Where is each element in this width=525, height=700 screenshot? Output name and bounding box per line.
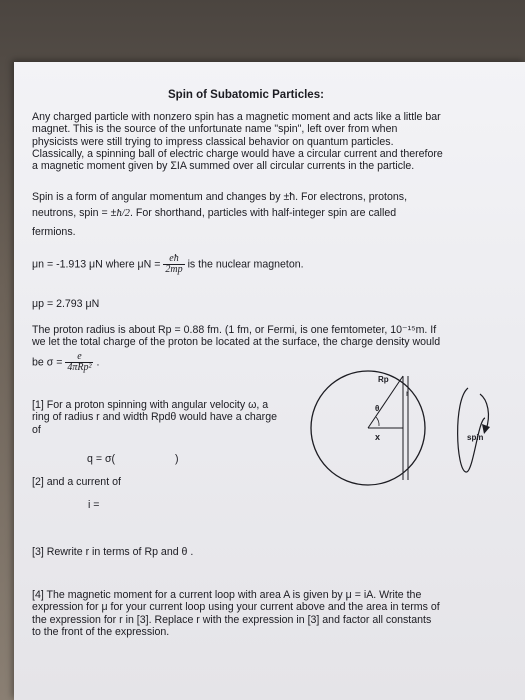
- q1-answer-line: [32, 453, 312, 465]
- q4-line: the expression for r in [3]. Replace r with the expression in [3] and factor all constants: [32, 613, 432, 626]
- q1-answer-prefix: q = σ(: [87, 452, 116, 465]
- theta-arc: [376, 417, 379, 426]
- spin-label: spin: [467, 433, 484, 442]
- q4-line: [4] The magnetic moment for a current loop with area A is given by μ = iA. Write the: [32, 589, 422, 601]
- spin-line: fermions.: [32, 225, 76, 238]
- worksheet-page: [14, 62, 525, 700]
- nuclear-magneton-line: [32, 254, 504, 275]
- q1-line: of: [32, 423, 41, 436]
- q2-line: [2] and a current of: [32, 476, 121, 488]
- radius-line: The proton radius is about Rp = 0.88 fm. (1 fm, or Fermi, is one femtometer, 10⁻¹⁵m. If: [32, 324, 437, 336]
- magneton-suffix: is the nuclear magneton.: [187, 258, 304, 271]
- charge-density-fraction: [65, 352, 93, 373]
- spin-paragraph: [32, 191, 504, 238]
- intro-line: Any charged particle with nonzero spin has a magnetic moment and acts like a little bar: [32, 111, 441, 123]
- intro-line: magnet. This is the source of the unfortunate name "spin", left over from when: [32, 123, 398, 136]
- fraction-denominator: 2mp: [165, 264, 183, 275]
- sigma-period: .: [96, 355, 100, 368]
- mu-n-text: μn = -1.913 μN where μN =: [32, 258, 161, 271]
- intro-line: a magnetic moment given by ΣIA summed over all circular currents in the particle.: [32, 160, 415, 173]
- spin-line: Spin is a form of angular momentum and changes by ±ħ. For electrons, protons,: [32, 191, 408, 203]
- page-title: Spin of Subatomic Particles:: [168, 89, 324, 101]
- q2-answer-line[interactable]: i =: [88, 499, 100, 512]
- hbar-half: ħ/2: [116, 208, 130, 220]
- q1-line: ring of radius r and width Rpdθ would have a charge: [32, 411, 277, 424]
- question-4: [32, 589, 504, 638]
- sigma-text: be σ =: [32, 355, 63, 368]
- spin-curve: [458, 388, 485, 472]
- proton-ring-diagram: [308, 360, 518, 495]
- fraction-numerator: eħ: [163, 254, 184, 265]
- q4-line: expression for μ for your current loop using your current above and the area in terms of: [32, 601, 440, 614]
- question-2: [32, 476, 312, 512]
- question-3: [3] Rewrite r in terms of Rp and θ .: [32, 546, 194, 558]
- magneton-fraction: [163, 254, 184, 275]
- q4-line: to the front of the expression.: [32, 625, 170, 638]
- fraction-denominator: 4πRp²: [67, 361, 92, 373]
- intro-line: physicists were still trying to impress classical behavior on quantum particles.: [32, 135, 394, 148]
- spin-text: . For shorthand, particles with half-integer spin are called: [129, 207, 397, 220]
- fraction-numerator: e: [65, 352, 93, 363]
- center-x-mark: x: [375, 432, 381, 442]
- spin-line: [32, 207, 504, 220]
- rp-label: Rp: [378, 375, 389, 384]
- intro-line: Classically, a spinning ball of electric charge would have a circular current and therefore: [32, 147, 443, 160]
- mu-p-line: μp = 2.793 μN: [32, 298, 100, 310]
- q1-answer-suffix: ): [175, 452, 179, 465]
- intro-paragraph: [32, 111, 504, 172]
- r-label: r: [406, 389, 409, 398]
- question-1: [32, 399, 312, 465]
- theta-label: θ: [375, 404, 380, 413]
- spin-text: neutrons, spin = ±: [32, 207, 117, 220]
- radius-line: we let the total charge of the proton be located at the surface, the charge density would: [32, 336, 441, 349]
- q1-line: [1] For a proton spinning with angular velocity ω, a: [32, 399, 269, 411]
